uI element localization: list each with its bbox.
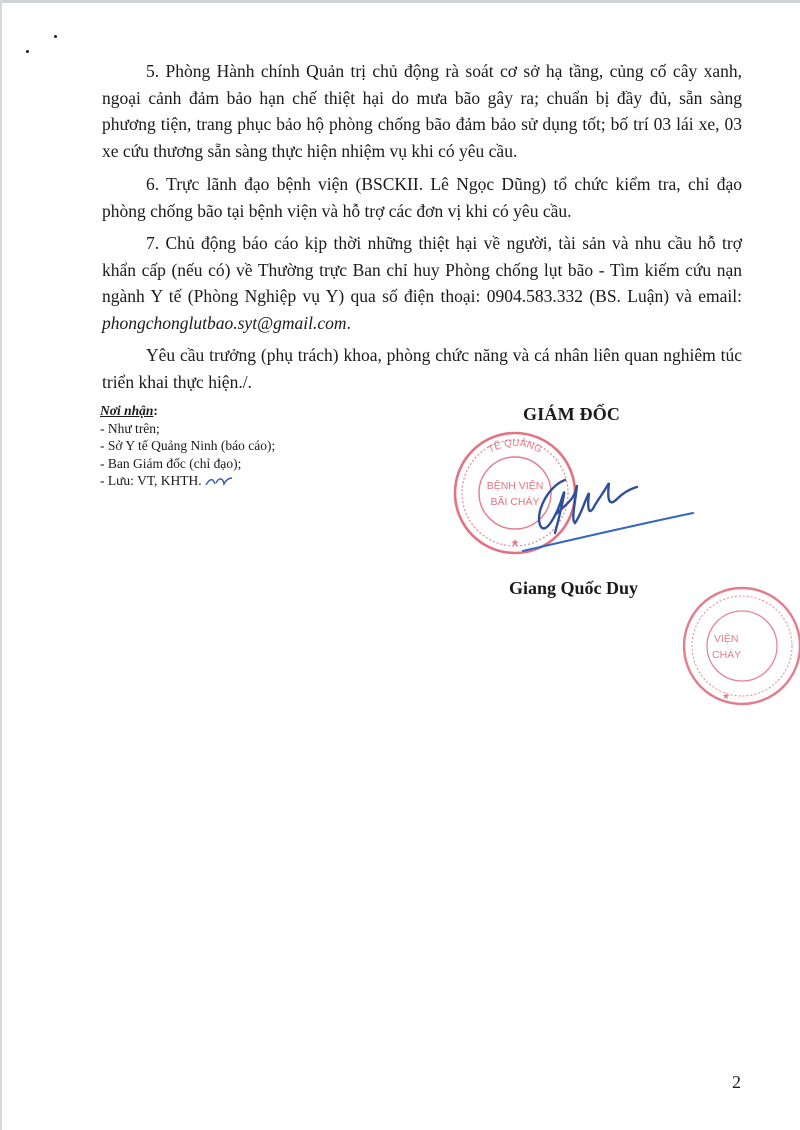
- recipient-item: - Sở Y tế Quảng Ninh (báo cáo);: [100, 438, 276, 453]
- recipient-item: - Như trên;: [100, 420, 160, 436]
- stamp-star-icon: ★: [510, 538, 520, 549]
- scan-edge-left: [0, 0, 2, 1130]
- recipients-heading: Nơi nhận: [100, 403, 154, 418]
- recipients-block: [100, 402, 420, 490]
- scan-edge-top: [0, 0, 800, 3]
- recipients-colon: :: [153, 403, 158, 418]
- paragraph-7-end: .: [346, 312, 351, 333]
- paragraph-6: [102, 171, 742, 224]
- partial-stamp-line-2: CHÁY: [712, 649, 742, 661]
- signatory-name: Giang Quốc Duy: [509, 578, 639, 598]
- recipient-item: - Lưu: VT, KHTH.: [100, 472, 420, 490]
- page-number: 2: [732, 1072, 741, 1092]
- recipient-item: - Ban Giám đốc (chỉ đạo);: [100, 455, 242, 471]
- stamp-ring-text: TẾ QUẢNG: [486, 437, 544, 456]
- partial-stamp: [672, 582, 800, 710]
- initials-mark: [204, 474, 234, 488]
- paragraph-5: [102, 58, 742, 164]
- paragraph-7-text: 7. Chủ động báo cáo kịp thời những thiệt hại về người, tài sản và nhu cầu hỗ trợ khẩn cấp (nếu có) về Thường trực Ban chỉ huy Phòng chống lụt bão - Tìm kiếm cứu nạn ngành Y tế (Phòng Nghiệp vụ Y) qua số điện thoại: 0904.583.332 (BS. Luận) và email:: [102, 233, 742, 306]
- partial-stamp-star-icon: ★: [722, 692, 731, 702]
- stamp-line-2: BÃI CHÁY: [490, 496, 540, 508]
- handwritten-signature: [505, 455, 705, 565]
- contact-email: phongchonglutbao.syt@gmail.com: [102, 312, 347, 333]
- paragraph-7: [102, 230, 742, 336]
- partial-stamp-line-1: VIỆN: [714, 633, 739, 645]
- closing-text: Yêu cầu trưởng (phụ trách) khoa, phòng chức năng và cá nhân liên quan nghiêm túc triển khai thực hiện./.: [102, 345, 742, 392]
- stamp-line-1: BỆNH VIỆN: [486, 480, 544, 492]
- signatory-title: GIÁM ĐỐC: [523, 404, 621, 424]
- paragraph-closing: [102, 342, 742, 395]
- scan-speck: [54, 35, 57, 38]
- paragraph-5-text: 5. Phòng Hành chính Quản trị chủ động rà soát cơ sở hạ tầng, củng cố cây xanh, ngoại cảnh đảm bảo hạn chế thiệt hại do mưa bão gây ra; chuẩn bị đầy đủ, sẵn sàng phương tiện, trang phục bảo hộ phòng chống bão đảm bảo sử dụng tốt; bố trí 03 lái xe, 03 xe cứu thương sẵn sàng thực hiện nhiệm vụ khi có yêu cầu.: [102, 61, 742, 161]
- scan-speck: [26, 50, 29, 53]
- paragraph-6-text: 6. Trực lãnh đạo bệnh viện (BSCKII. Lê Ngọc Dũng) tổ chức kiểm tra, chỉ đạo phòng chống bão tại bệnh viện và hỗ trợ các đơn vị khi có yêu cầu.: [102, 174, 742, 221]
